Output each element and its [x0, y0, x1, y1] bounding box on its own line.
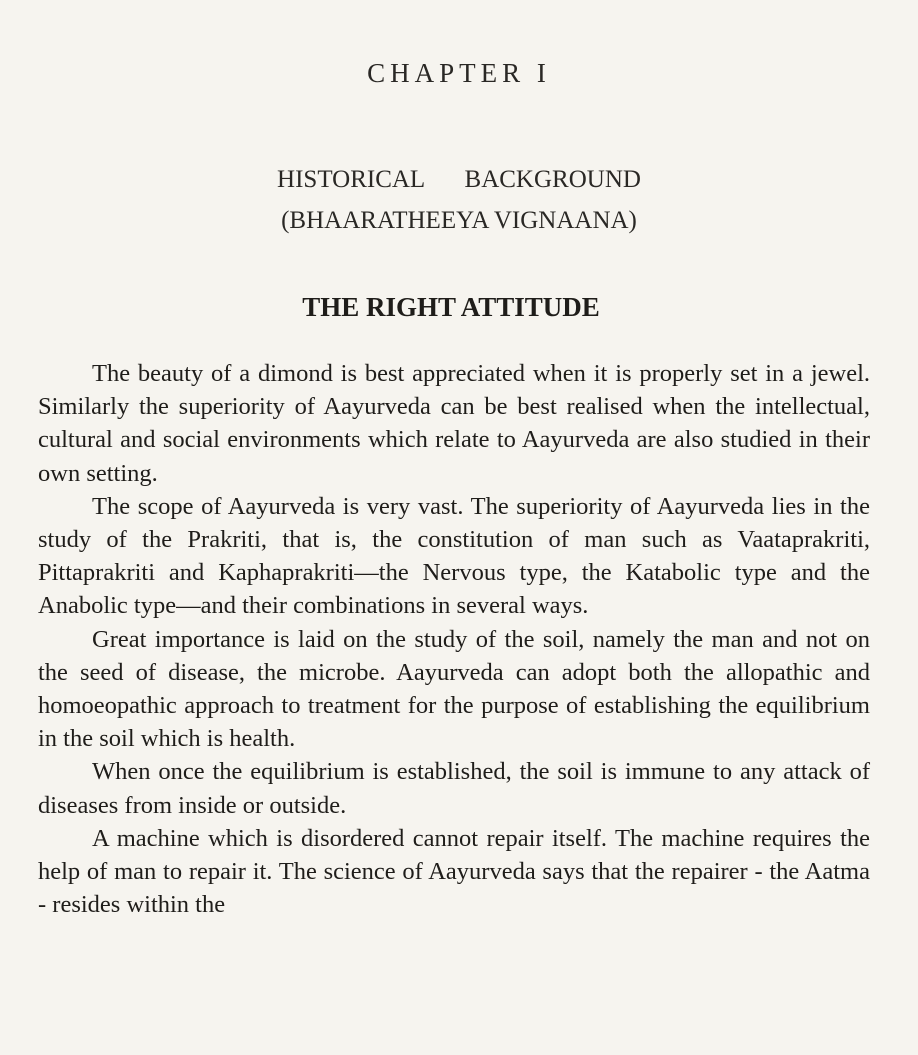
section-title: HISTORICAL BACKGROUND — [277, 166, 641, 193]
section-subtitle: (BHAARATHEEYA VIGNAANA) — [281, 207, 637, 234]
paragraph: The beauty of a dimond is best appreciated when it is properly set in a jewel. Similarly the superiority of Aayurveda can be best realised when the intellectual, cultural and social environments which relate to Aayurveda are also studied in their own setting. — [38, 360, 870, 487]
paragraph: A machine which is disordered cannot repair itself. The machine requires the help of man to repair it. The science of Aayurveda says that the repairer - the Aatma - resides within the — [38, 824, 870, 919]
paragraph: The scope of Aayurveda is very vast. The superiority of Aayurveda lies in the study of the Prakriti, that is, the constitution of man such as Vaataprakriti, Pittaprakriti and Kaphaprakriti—the Nervous type, the Katabolic type and the Anabolic type—and their combinations in several ways. — [38, 492, 870, 620]
subsection-title: THE RIGHT ATTITUDE — [302, 292, 600, 322]
paragraph: When once the equilibrium is established, the soil is immune to any attack of diseases from inside or outside. — [38, 758, 870, 819]
body-text — [38, 357, 870, 921]
chapter-heading: CHAPTER I — [367, 58, 551, 88]
paragraph: Great importance is laid on the study of the soil, namely the man and not on the seed of disease, the microbe. Aayurveda can adopt both the allopathic and homoeopathic approach to treatment for the purpose of establishing the equilibrium in the soil which is health. — [38, 625, 870, 753]
